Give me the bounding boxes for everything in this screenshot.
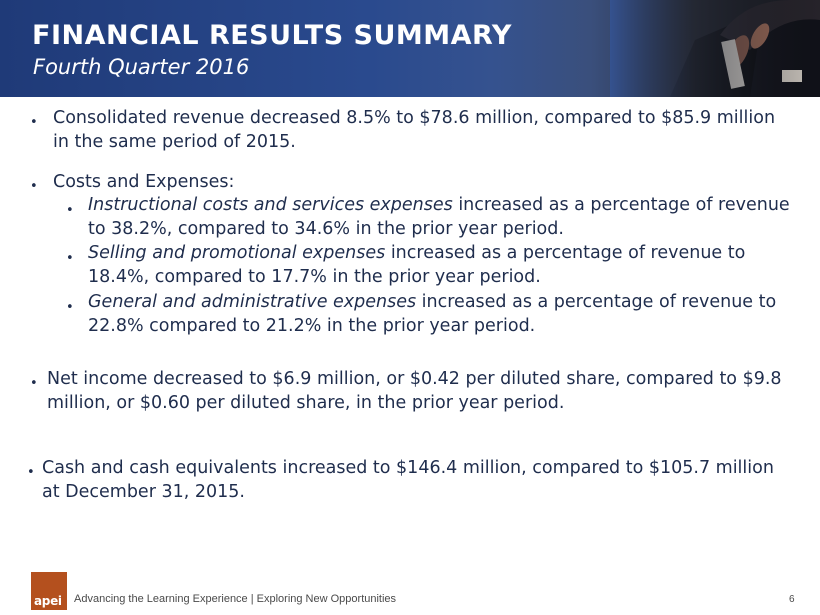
title-banner bbox=[0, 0, 820, 97]
net-income-summary: Net income decreased to $6.9 million, or $0.42 per diluted share, compared to $9.8 million, or $0.60 per diluted share, in the prior year period. bbox=[47, 369, 782, 413]
costs-heading: Costs and Expenses: bbox=[53, 172, 235, 192]
list-item bbox=[47, 368, 792, 415]
selling-expenses-label: Selling and promotional expenses bbox=[88, 243, 386, 263]
selling-expenses-text: increased as a percentage of revenue to 18.4%, compared to 17.7% in the prior year period. bbox=[88, 243, 746, 287]
instructional-costs-label: Instructional costs and services expenses bbox=[88, 195, 453, 215]
list-item bbox=[88, 242, 803, 289]
list-item bbox=[53, 107, 788, 154]
bullet-marker: • bbox=[27, 465, 35, 480]
page-subtitle: Fourth Quarter 2016 bbox=[33, 55, 250, 79]
admin-expenses-label: General and administrative expenses bbox=[88, 292, 417, 312]
page-number: 6 bbox=[789, 594, 795, 605]
apei-logo: apei bbox=[31, 572, 67, 610]
list-item bbox=[53, 171, 788, 195]
graduates-photo bbox=[610, 0, 820, 97]
instructional-costs-text: increased as a percentage of revenue to 38.2%, compared to 34.6% in the prior year period. bbox=[88, 195, 790, 239]
bullet-marker: • bbox=[30, 179, 38, 194]
list-item bbox=[88, 291, 803, 338]
revenue-summary: Consolidated revenue decreased 8.5% to $78.6 million, compared to $85.9 million in the same period of 2015. bbox=[53, 108, 776, 152]
footer-tagline: Advancing the Learning Experience | Exploring New Opportunities bbox=[74, 593, 397, 605]
page-title: FINANCIAL RESULTS SUMMARY bbox=[32, 20, 512, 51]
bullet-marker: • bbox=[30, 376, 38, 391]
list-item bbox=[88, 194, 803, 241]
sub-bullet-marker: • bbox=[66, 203, 74, 218]
sub-bullet-marker: • bbox=[66, 251, 74, 266]
cash-summary: Cash and cash equivalents increased to $146.4 million, compared to $105.7 million at December 31, 2015. bbox=[42, 458, 774, 502]
admin-expenses-text: increased as a percentage of revenue to 22.8% compared to 21.2% in the prior year period. bbox=[88, 292, 777, 336]
list-item bbox=[42, 457, 787, 504]
bullet-marker: • bbox=[30, 115, 38, 130]
sub-bullet-marker: • bbox=[66, 300, 74, 315]
